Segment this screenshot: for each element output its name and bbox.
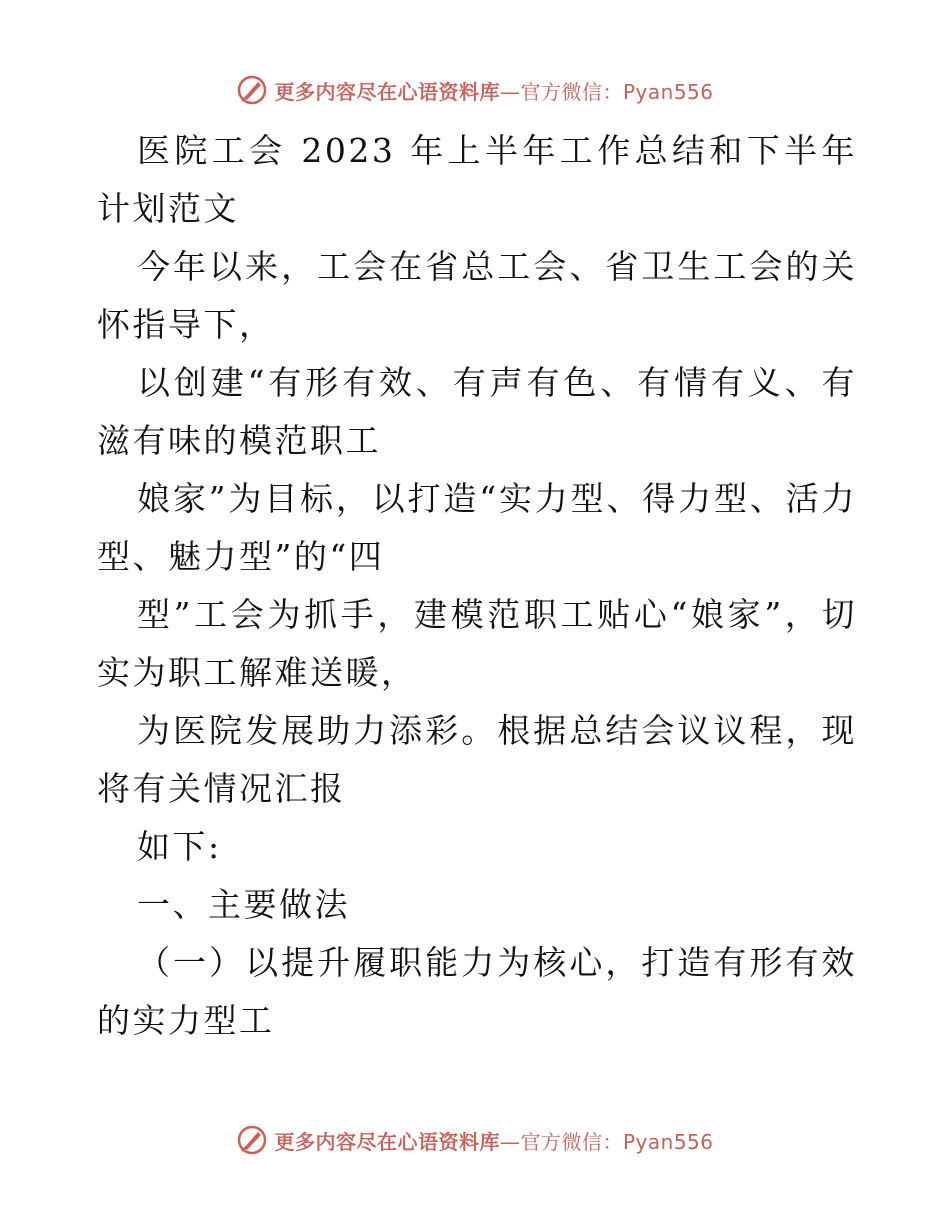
subsection-heading: （一）以提升履职能力为核心，打造有形有效的实力型工 <box>97 943 857 1040</box>
paragraph: 型”工会为抓手，建模范职工贴心“娘家”，切实为职工解难送暖， <box>97 595 857 692</box>
watermark-text: 更多内容尽在心语资料库—官方微信：Pyan556 <box>274 79 714 104</box>
section-heading: 一、主要做法 <box>137 885 350 924</box>
paragraph: 以创建“有形有效、有声有色、有情有义、有滋有味的模范职工 <box>97 363 857 460</box>
document-title: 医院工会 2023 年上半年工作总结和下半年计划范文 <box>97 131 857 228</box>
footer-watermark-banner <box>0 1120 950 1160</box>
watermark-text: 更多内容尽在心语资料库—官方微信：Pyan556 <box>274 1129 714 1154</box>
feather-pen-logo-icon <box>236 1124 268 1156</box>
paragraph: 为医院发展助力添彩。根据总结会议议程，现将有关情况汇报 <box>97 711 857 808</box>
paragraph: 今年以来，工会在省总工会、省卫生工会的关怀指导下， <box>97 247 857 344</box>
document-body <box>97 122 857 1050</box>
header-watermark-banner <box>0 70 950 110</box>
paragraph: 娘家”为目标，以打造“实力型、得力型、活力型、魅力型”的“四 <box>97 479 857 576</box>
paragraph: 如下: <box>137 827 222 866</box>
feather-pen-logo-icon <box>236 74 268 106</box>
